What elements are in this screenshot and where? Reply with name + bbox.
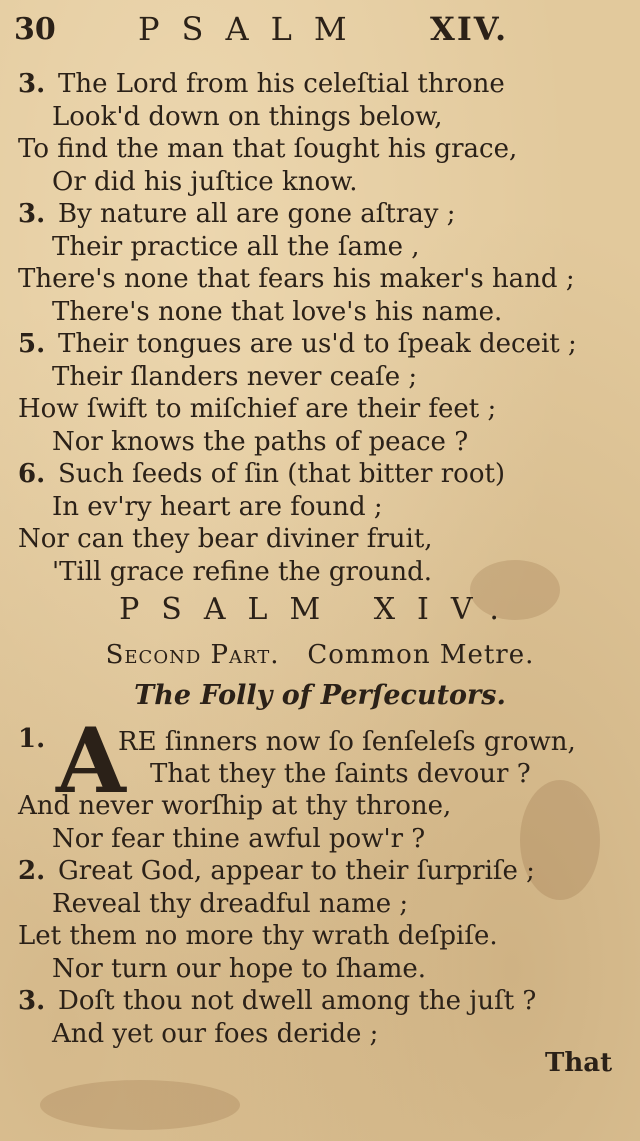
verse-text: Such ſeeds of ſin (that bitter root) bbox=[58, 459, 506, 489]
verse-text: RE ſinners now ſo ſenſeleſs grown, bbox=[118, 727, 576, 757]
verse-line bbox=[0, 296, 640, 328]
verse-line bbox=[0, 523, 640, 555]
verse-number: 1. bbox=[18, 724, 46, 754]
verse-line bbox=[0, 920, 640, 952]
verse-number: 3. bbox=[18, 69, 46, 99]
verse-line bbox=[0, 726, 640, 758]
verse-line bbox=[0, 556, 640, 588]
verse-text: Nor knows the paths of peace ? bbox=[52, 426, 469, 457]
verse-text: Reveal thy dreadful name ; bbox=[52, 888, 409, 919]
verse-text: There's none that love's his name. bbox=[52, 296, 503, 327]
verse-text: The Lord from his celeſtial throne bbox=[58, 69, 505, 99]
verse-text: Look'd down on things below, bbox=[52, 101, 443, 132]
verse-text: Let them no more thy wrath deſpiſe. bbox=[18, 921, 498, 951]
verse-line bbox=[0, 985, 640, 1017]
verse-line bbox=[0, 198, 640, 230]
verse-text: In ev'ry heart are found ; bbox=[52, 491, 383, 522]
verse-text: Their ſlanders never ceaſe ; bbox=[52, 361, 418, 392]
verse-line bbox=[0, 1018, 640, 1050]
verse-line bbox=[0, 953, 640, 985]
verse-line bbox=[0, 823, 640, 855]
verse-line bbox=[0, 426, 640, 458]
verse-text: That they the ſaints devour ? bbox=[150, 759, 531, 789]
verse-text: By nature all are gone aſtray ; bbox=[58, 199, 456, 229]
section-subtitle bbox=[0, 640, 640, 670]
verse-number: 3. bbox=[18, 986, 46, 1016]
verse-line bbox=[0, 361, 640, 393]
verse-number: 6. bbox=[18, 459, 46, 489]
verse-text: How ſwift to miſchief are their feet ; bbox=[18, 394, 497, 424]
section-theme: The Folly of Perſecutors. bbox=[134, 680, 506, 711]
verse-text: And never worſhip at thy throne, bbox=[18, 791, 452, 821]
verse-number: 3. bbox=[18, 199, 46, 229]
catchword: That bbox=[545, 1048, 613, 1078]
verse-line bbox=[0, 263, 640, 295]
verse-text: To find the man that ſought his grace, bbox=[18, 134, 518, 164]
verse-line bbox=[0, 101, 640, 133]
verse-line bbox=[0, 790, 640, 822]
verse-text: Great God, appear to their ſurpriſe ; bbox=[58, 856, 535, 886]
metre-label: Common Metre. bbox=[307, 640, 535, 670]
verse-text: 'Till grace refine the ground. bbox=[52, 556, 433, 587]
verse-line bbox=[0, 68, 640, 100]
section-title: PSALM XIV. bbox=[119, 592, 521, 627]
verse-line bbox=[0, 393, 640, 425]
verse-line bbox=[0, 133, 640, 165]
verse-line bbox=[0, 888, 640, 920]
verse-text: There's none that fears his maker's hand ; bbox=[18, 264, 575, 294]
verse-text: Nor turn our hope to ſhame. bbox=[52, 953, 427, 984]
verse-line bbox=[0, 855, 640, 887]
running-header bbox=[0, 8, 640, 52]
verse-number: 5. bbox=[18, 329, 46, 359]
verse-text: Their tongues are us'd to ſpeak deceit ; bbox=[58, 329, 577, 359]
verse-number: 2. bbox=[18, 856, 46, 886]
verse-line bbox=[0, 458, 640, 490]
running-title: PSALM bbox=[138, 10, 369, 48]
verse-line bbox=[0, 758, 640, 790]
verse-line bbox=[0, 491, 640, 523]
page-number: 30 bbox=[14, 12, 56, 47]
verse-line bbox=[0, 166, 640, 198]
verse-text: Or did his juſtice know. bbox=[52, 166, 358, 197]
verse-text: Doſt thou not dwell among the juſt ? bbox=[58, 986, 537, 1016]
paper-stain bbox=[40, 1080, 240, 1130]
verse-line bbox=[0, 328, 640, 360]
verse-text: Nor fear thine awful pow'r ? bbox=[52, 823, 426, 854]
verse-text: Their practice all the ſame , bbox=[52, 231, 420, 262]
part-label: Second Part. bbox=[105, 640, 280, 670]
verse-text: Nor can they bear diviner fruit, bbox=[18, 524, 433, 554]
running-psalm-number: XIV. bbox=[430, 10, 509, 48]
verse-text: And yet our foes deride ; bbox=[52, 1018, 379, 1049]
drop-cap: A bbox=[56, 708, 126, 814]
verse-line bbox=[0, 231, 640, 263]
